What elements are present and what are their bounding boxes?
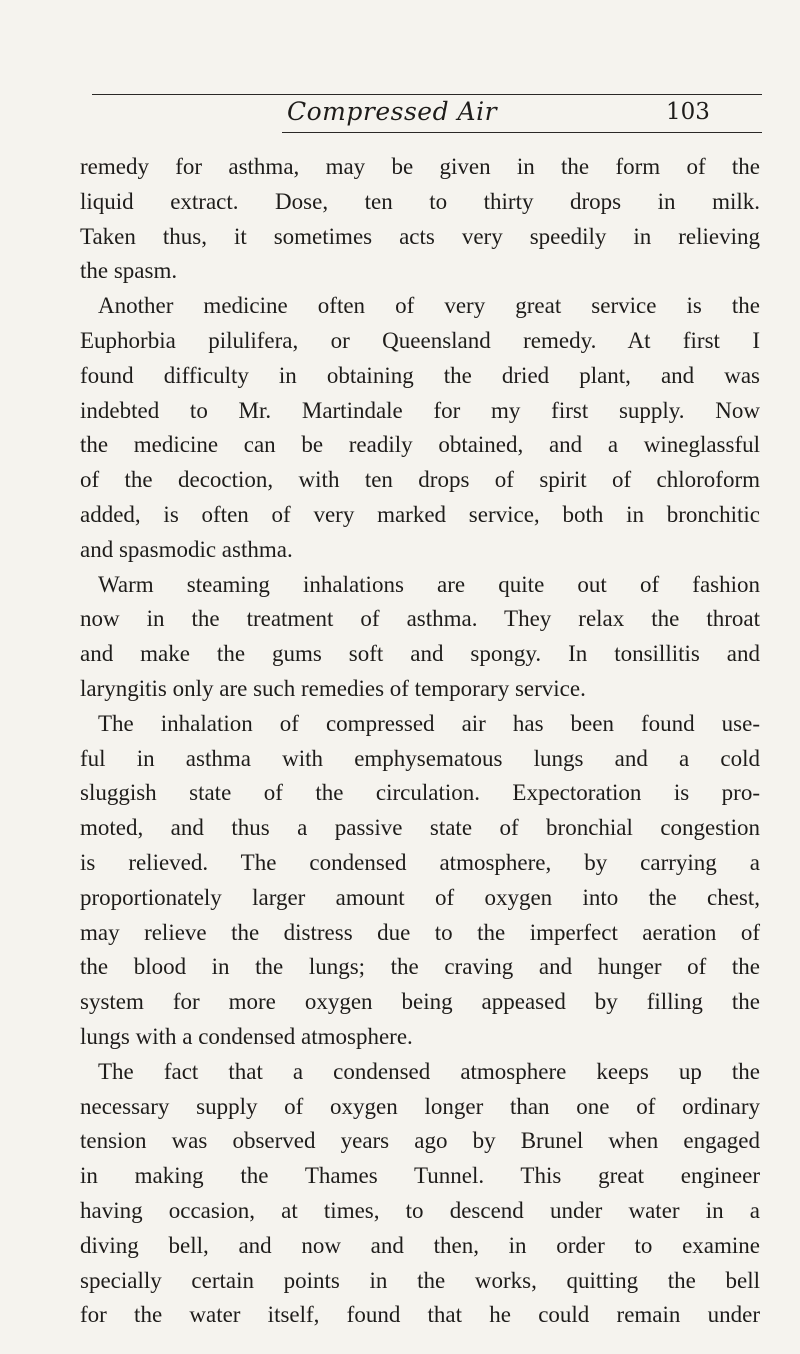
text-line: moted, and thus a passive state of bronchial congestion — [80, 815, 760, 841]
text-line: proportionately larger amount of oxygen into the chest, — [80, 884, 760, 910]
text-line: remedy for asthma, may be given in the form of the — [80, 154, 760, 179]
text-line: the medicine can be readily obtained, and a wineglassful — [80, 432, 760, 458]
text-line: liquid extract. Dose, ten to thirty drops in milk. — [80, 188, 760, 214]
text-line: necessary supply of oxygen longer than one of ordinary — [80, 1093, 760, 1119]
text-line: of the decoction, with ten drops of spirit of chloroform — [80, 467, 760, 493]
text-line: Warm steaming inhalations are quite out of fashion — [98, 571, 760, 597]
text-line: is relieved. The condensed atmosphere, by carrying a — [80, 849, 760, 875]
header-rule-bottom — [282, 132, 762, 133]
text-line: may relieve the distress due to the imperfect aeration of — [80, 919, 760, 945]
text-line: the blood in the lungs; the craving and hunger of the — [80, 954, 760, 980]
text-line: now in the treatment of asthma. They relax the throat — [80, 606, 760, 632]
header-rule-top — [92, 94, 762, 95]
page-header — [92, 94, 762, 134]
text-line: The inhalation of compressed air has been found use- — [98, 710, 760, 736]
text-line: Euphorbia pilulifera, or Queensland remedy. At first I — [80, 327, 760, 353]
text-line: added, is often of very marked service, both in bronchitic — [80, 501, 760, 527]
text-line: and make the gums soft and spongy. In tonsillitis and — [80, 641, 760, 667]
text-line: for the water itself, found that he could remain under — [80, 1302, 760, 1328]
text-line: indebted to Mr. Martindale for my first supply. Now — [80, 397, 760, 423]
text-line: The fact that a condensed atmosphere keeps up the — [98, 1058, 760, 1084]
text-line: Another medicine often of very great service is the — [98, 293, 760, 319]
body-text — [80, 150, 760, 1333]
text-line: in making the Thames Tunnel. This great engineer — [80, 1163, 760, 1189]
text-line: diving bell, and now and then, in order to examine — [80, 1232, 760, 1258]
text-line: found difficulty in obtaining the dried plant, and was — [80, 362, 760, 388]
page-number: 103 — [666, 99, 710, 125]
text-line: and spasmodic asthma. — [80, 536, 293, 562]
text-line: lungs with a condensed atmosphere. — [80, 1023, 413, 1049]
running-title: Compressed Air — [287, 97, 498, 126]
text-line: laryngitis only are such remedies of temporary service. — [80, 675, 586, 701]
text-line: system for more oxygen being appeased by filling the — [80, 989, 760, 1015]
text-line: specially certain points in the works, quitting the bell — [80, 1267, 760, 1293]
text-line: sluggish state of the circulation. Expectoration is pro- — [80, 780, 760, 806]
text-line: ful in asthma with emphysematous lungs and a cold — [80, 745, 760, 771]
text-line: having occasion, at times, to descend under water in a — [80, 1197, 760, 1223]
text-line: tension was observed years ago by Brunel when engaged — [80, 1128, 760, 1154]
text-line: the spasm. — [80, 258, 178, 284]
text-line: Taken thus, it sometimes acts very speedily in relieving — [80, 223, 760, 249]
